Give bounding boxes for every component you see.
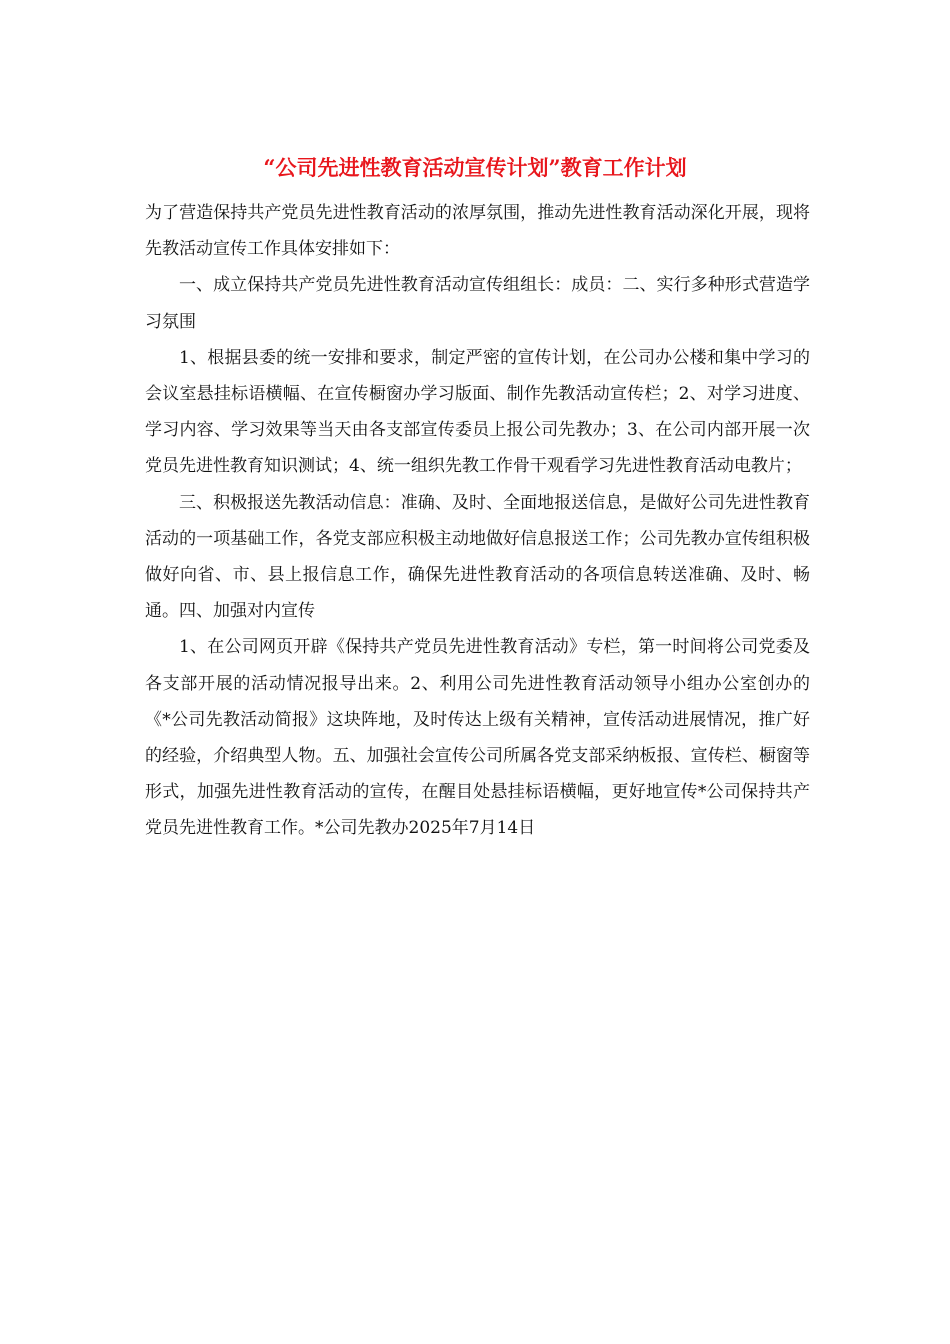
document-title: “公司先进性教育活动宣传计划”教育工作计划: [263, 155, 687, 180]
section-one-paragraph: 一、成立保持共产党员先进性教育活动宣传组组长：成员：二、实行多种形式营造学习氛围: [145, 275, 810, 332]
study-atmosphere-paragraph: 1、根据县委的统一安排和要求，制定严密的宣传计划，在公司办公楼和集中学习的会议室悬挂标语横幅、在宣传橱窗办学习版面、制作先教活动宣传栏；2、对学习进度、学习内容、学习效果等当天由各支部宣传委员上报公司先教办；3、在公司内部开展一次党员先进性教育知识测试；4、统一组织先教工作骨干观看学习先进性教育活动电教片；: [145, 347, 810, 477]
document-body: [145, 195, 810, 847]
information-report-paragraph: 三、积极报送先教活动信息：准确、及时、全面地报送信息，是做好公司先进性教育活动的一项基础工作，各党支部应积极主动地做好信息报送工作；公司先教办宣传组积极做好向省、市、县上报信息工作，确保先进性教育活动的各项信息转送准确、及时、畅通。四、加强对内宣传: [145, 492, 810, 622]
intro-paragraph: 为了营造保持共产党员先进性教育活动的浓厚氛围，推动先进性教育活动深化开展，现将先教活动宣传工作具体安排如下：: [145, 203, 810, 260]
internal-publicity-paragraph: 1、在公司网页开辟《保持共产党员先进性教育活动》专栏，第一时间将公司党委及各支部开展的活动情况报导出来。2、利用公司先进性教育活动领导小组办公室创办的《*公司先教活动简报》这块阵地，及时传达上级有关精神，宣传活动进展情况，推广好的经验，介绍典型人物。五、加强社会宣传公司所属各党支部采纳板报、宣传栏、橱窗等形式，加强先进性教育活动的宣传，在醒目处悬挂标语横幅，更好地宣传*公司保持共产党员先进性教育工作。*公司先教办2025年7月14日: [145, 637, 810, 839]
